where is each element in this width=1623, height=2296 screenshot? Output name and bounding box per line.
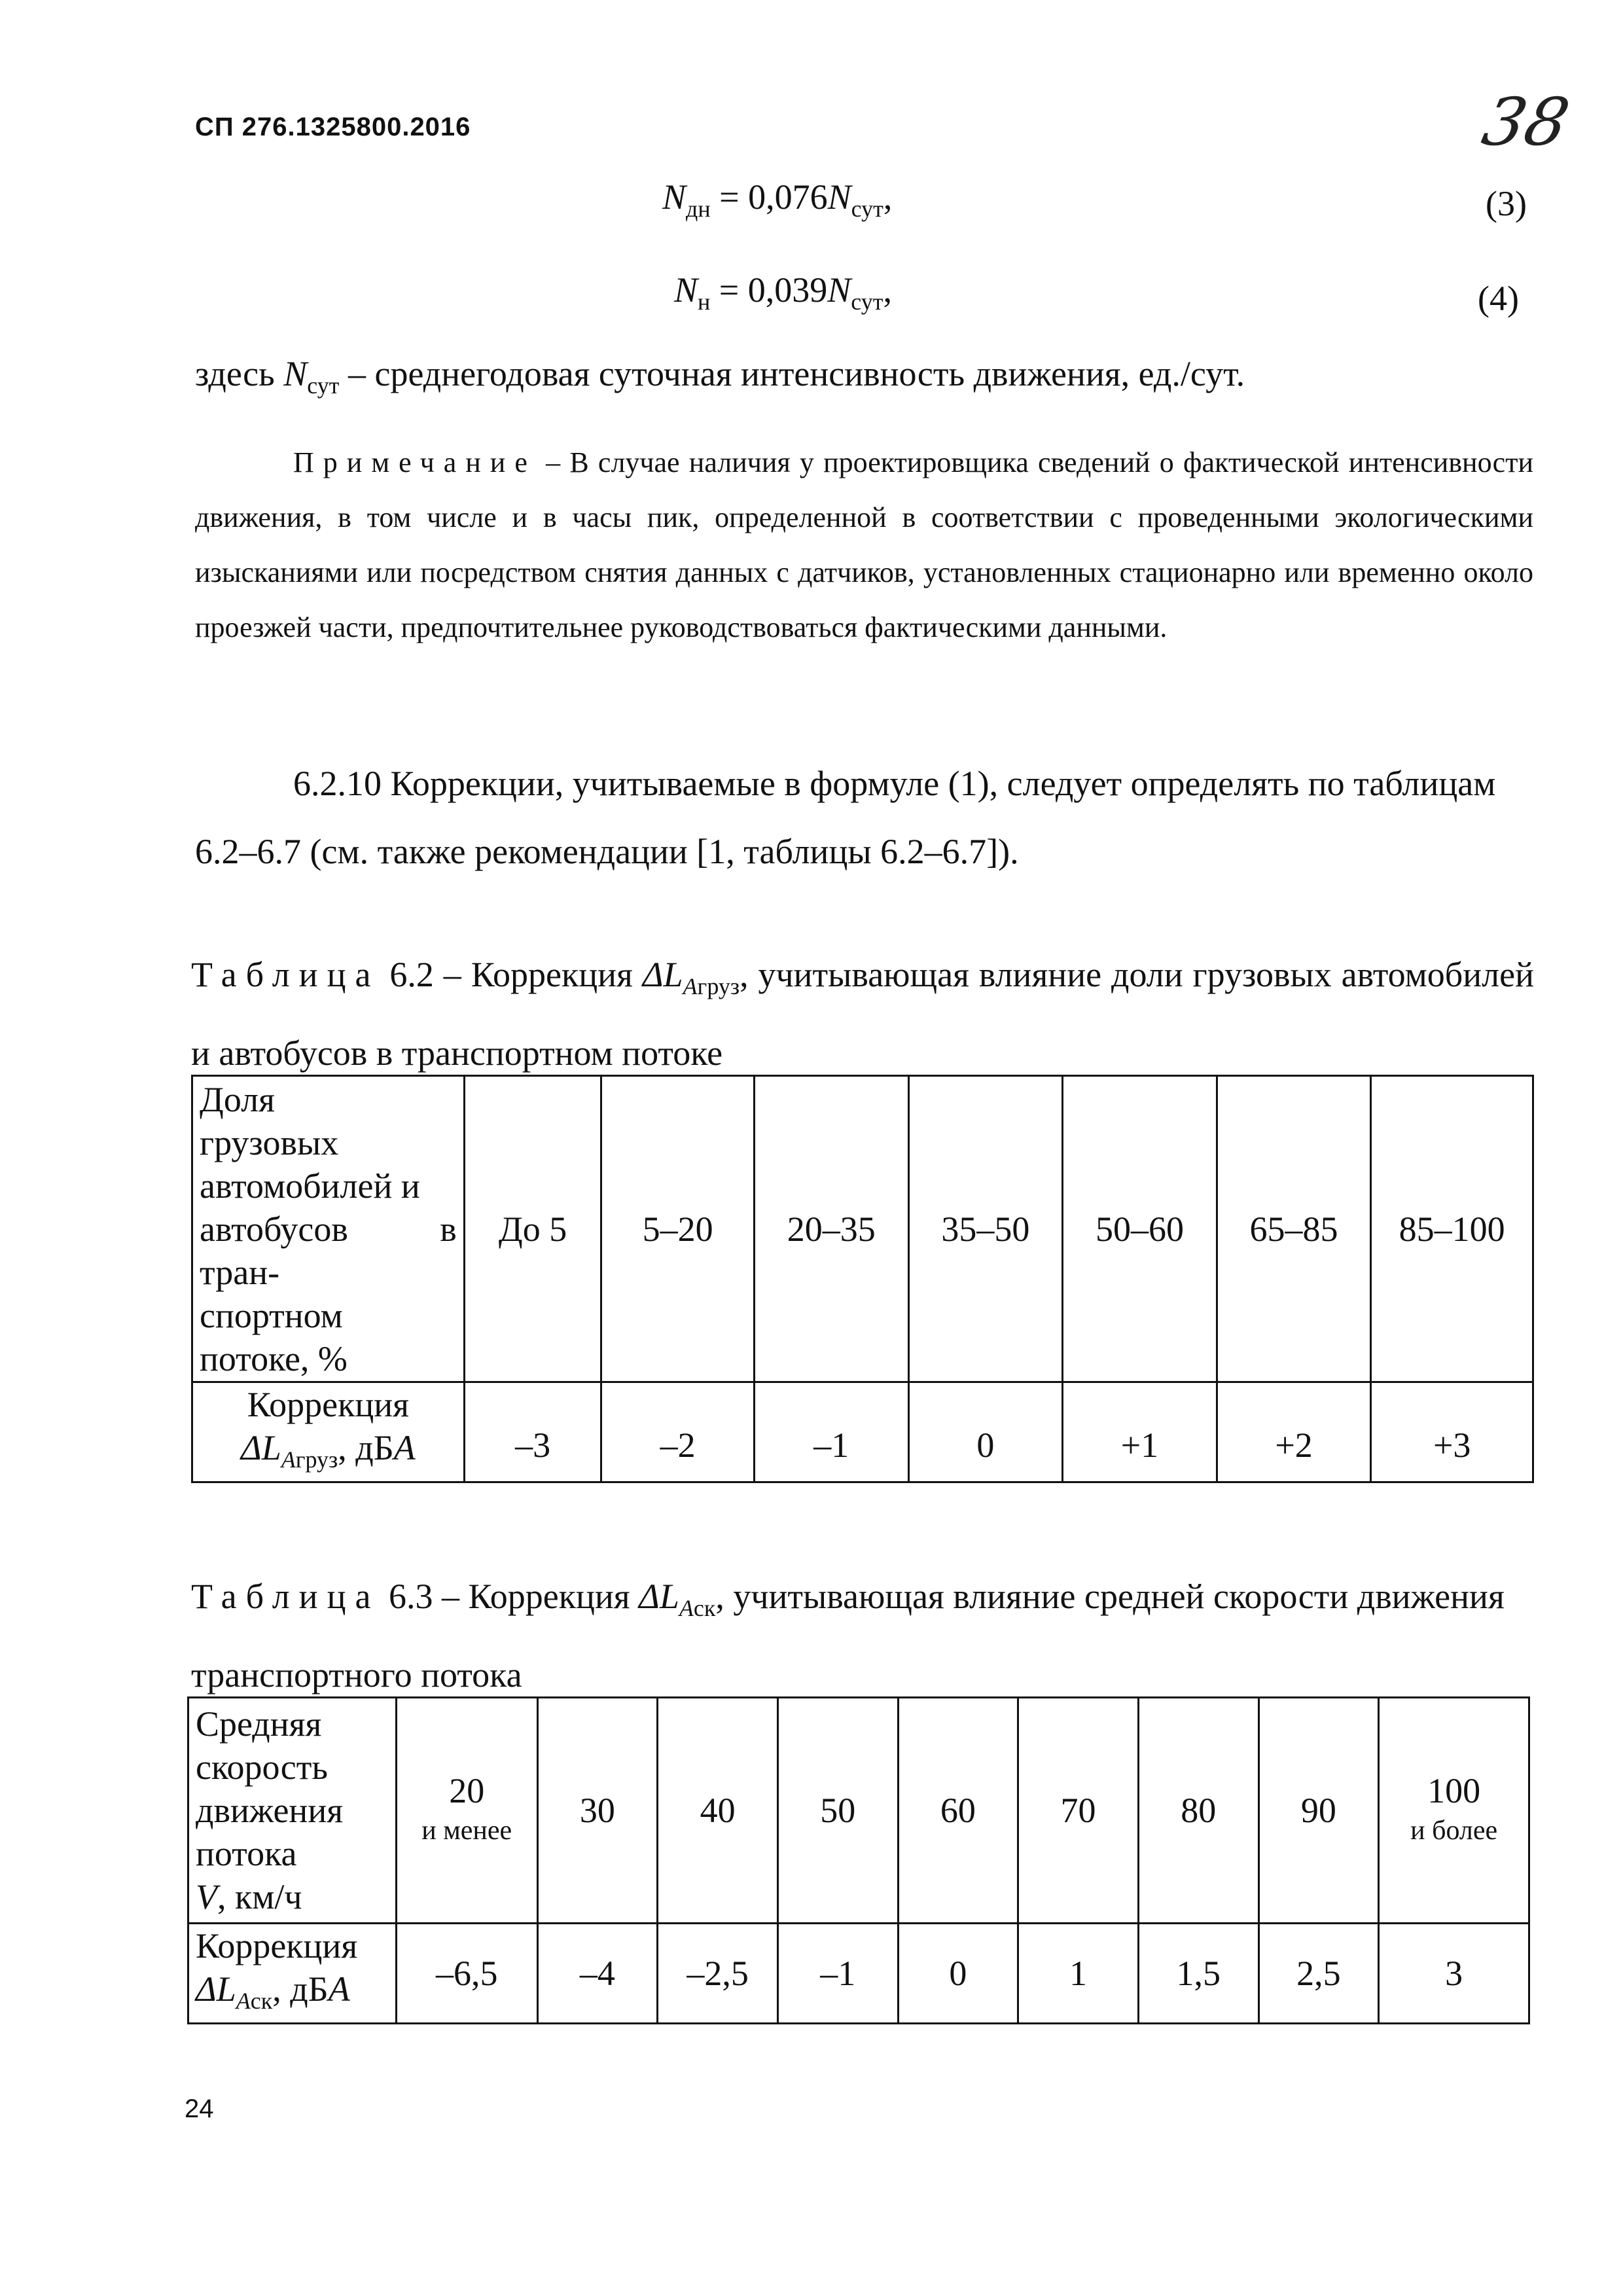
note-label: Примечание bbox=[293, 446, 537, 478]
table-6-3-col: 40 bbox=[658, 1698, 778, 1924]
table-6-3-value: –6,5 bbox=[396, 1924, 537, 2024]
table-6-2-col: 20–35 bbox=[754, 1076, 908, 1382]
table-6-2-col: До 5 bbox=[464, 1076, 601, 1382]
table-6-2-value: +1 bbox=[1063, 1382, 1217, 1482]
table-6-2-value: +3 bbox=[1371, 1382, 1533, 1482]
table-6-3-col: 60 bbox=[898, 1698, 1018, 1924]
table-6-2-value: –1 bbox=[754, 1382, 908, 1482]
table-6-2-col: 50–60 bbox=[1063, 1076, 1217, 1382]
table-6-3 bbox=[187, 1696, 1530, 2024]
table-6-3-col: 80 bbox=[1138, 1698, 1258, 1924]
table-6-2-value: –3 bbox=[464, 1382, 601, 1482]
table-6-3-value: –1 bbox=[777, 1924, 898, 2024]
table-6-2-value: 0 bbox=[908, 1382, 1063, 1482]
table-6-2 bbox=[191, 1075, 1534, 1483]
table-6-3-value: –4 bbox=[537, 1924, 658, 2024]
table-6-2-col: 65–85 bbox=[1217, 1076, 1371, 1382]
table-6-3-col: 30 bbox=[537, 1698, 658, 1924]
table-6-3-value: 0 bbox=[898, 1924, 1018, 2024]
table-6-3-row-header: Средняя скорость движения потока V, км/ч bbox=[188, 1698, 397, 1924]
formula-4-number: (4) bbox=[1478, 279, 1519, 318]
table-6-2-col: 35–50 bbox=[908, 1076, 1063, 1382]
table-6-3-value: 2,5 bbox=[1258, 1924, 1379, 2024]
document-code: СП 276.1325800.2016 bbox=[195, 113, 471, 141]
table-6-3-caption: Таблица 6.3 – Коррекция $\Delta L_{Aск}$, учитывающая влияние средней скорости движения транспортного потока bbox=[191, 1577, 1505, 1695]
table-6-2-correction-header: Коррекция $\Delta L_{Aгруз}$, дБА bbox=[192, 1382, 465, 1482]
note-text: – В случае наличия у проектировщика сведений о фактической интенсивности движения, в том числе и в часы пик, определенной в соответствии с проведенными экологическими изысканиями или посредством снятия данных с датчиков, установленных стационарно или временно около проезжей части, предпочтительнее руководствоваться фактическими данными. bbox=[195, 446, 1533, 643]
table-6-2-value: +2 bbox=[1217, 1382, 1371, 1482]
clause-6-2-10: 6.2.10 Коррекции, учитываемые в формуле (1), следует определять по таблицам 6.2–6.7 (см. также рекомендации [1, таблицы 6.2–6.7]). bbox=[195, 764, 1496, 871]
formula-4: $N_н = 0,039N_{сут}$, bbox=[674, 270, 893, 315]
formula-3: $N_{дн} = 0,076N_{сут}$, bbox=[662, 177, 893, 222]
table-6-3-value: –2,5 bbox=[658, 1924, 778, 2024]
table-6-3-col: 70 bbox=[1018, 1698, 1139, 1924]
formula-3-number: (3) bbox=[1486, 184, 1527, 223]
table-6-3-col: 50 bbox=[777, 1698, 898, 1924]
table-6-2-caption: Таблица 6.2 – Коррекция $\Delta L_{Aгруз}$, учитывающая влияние доли грузовых автомобилей и автобусов в транспортном потоке bbox=[191, 955, 1534, 1073]
table-6-3-correction-header: Коррекция $\Delta L_{Aск}$, дБА bbox=[188, 1924, 397, 2024]
table-6-3-col: 100 и более bbox=[1379, 1698, 1529, 1924]
table-6-2-value: –2 bbox=[601, 1382, 755, 1482]
table-6-3-col: 20 и менее bbox=[396, 1698, 537, 1924]
handwritten-page-number: 38 bbox=[1476, 84, 1576, 160]
table-6-2-row-header: Доля грузовых автомобилей и автобусов в тран- спортном потоке, % bbox=[192, 1076, 465, 1382]
table-6-3-value: 3 bbox=[1379, 1924, 1529, 2024]
table-6-3-value: 1 bbox=[1018, 1924, 1139, 2024]
page-number: 24 bbox=[185, 2094, 214, 2123]
table-6-3-value: 1,5 bbox=[1138, 1924, 1258, 2024]
definition-line: здесь $N_{сут}$ – среднегодовая суточная интенсивность движения, ед./сут. bbox=[195, 354, 1245, 399]
table-6-3-col: 90 bbox=[1258, 1698, 1379, 1924]
table-6-2-col: 5–20 bbox=[601, 1076, 755, 1382]
note-paragraph bbox=[195, 435, 1533, 655]
table-6-2-col: 85–100 bbox=[1371, 1076, 1533, 1382]
